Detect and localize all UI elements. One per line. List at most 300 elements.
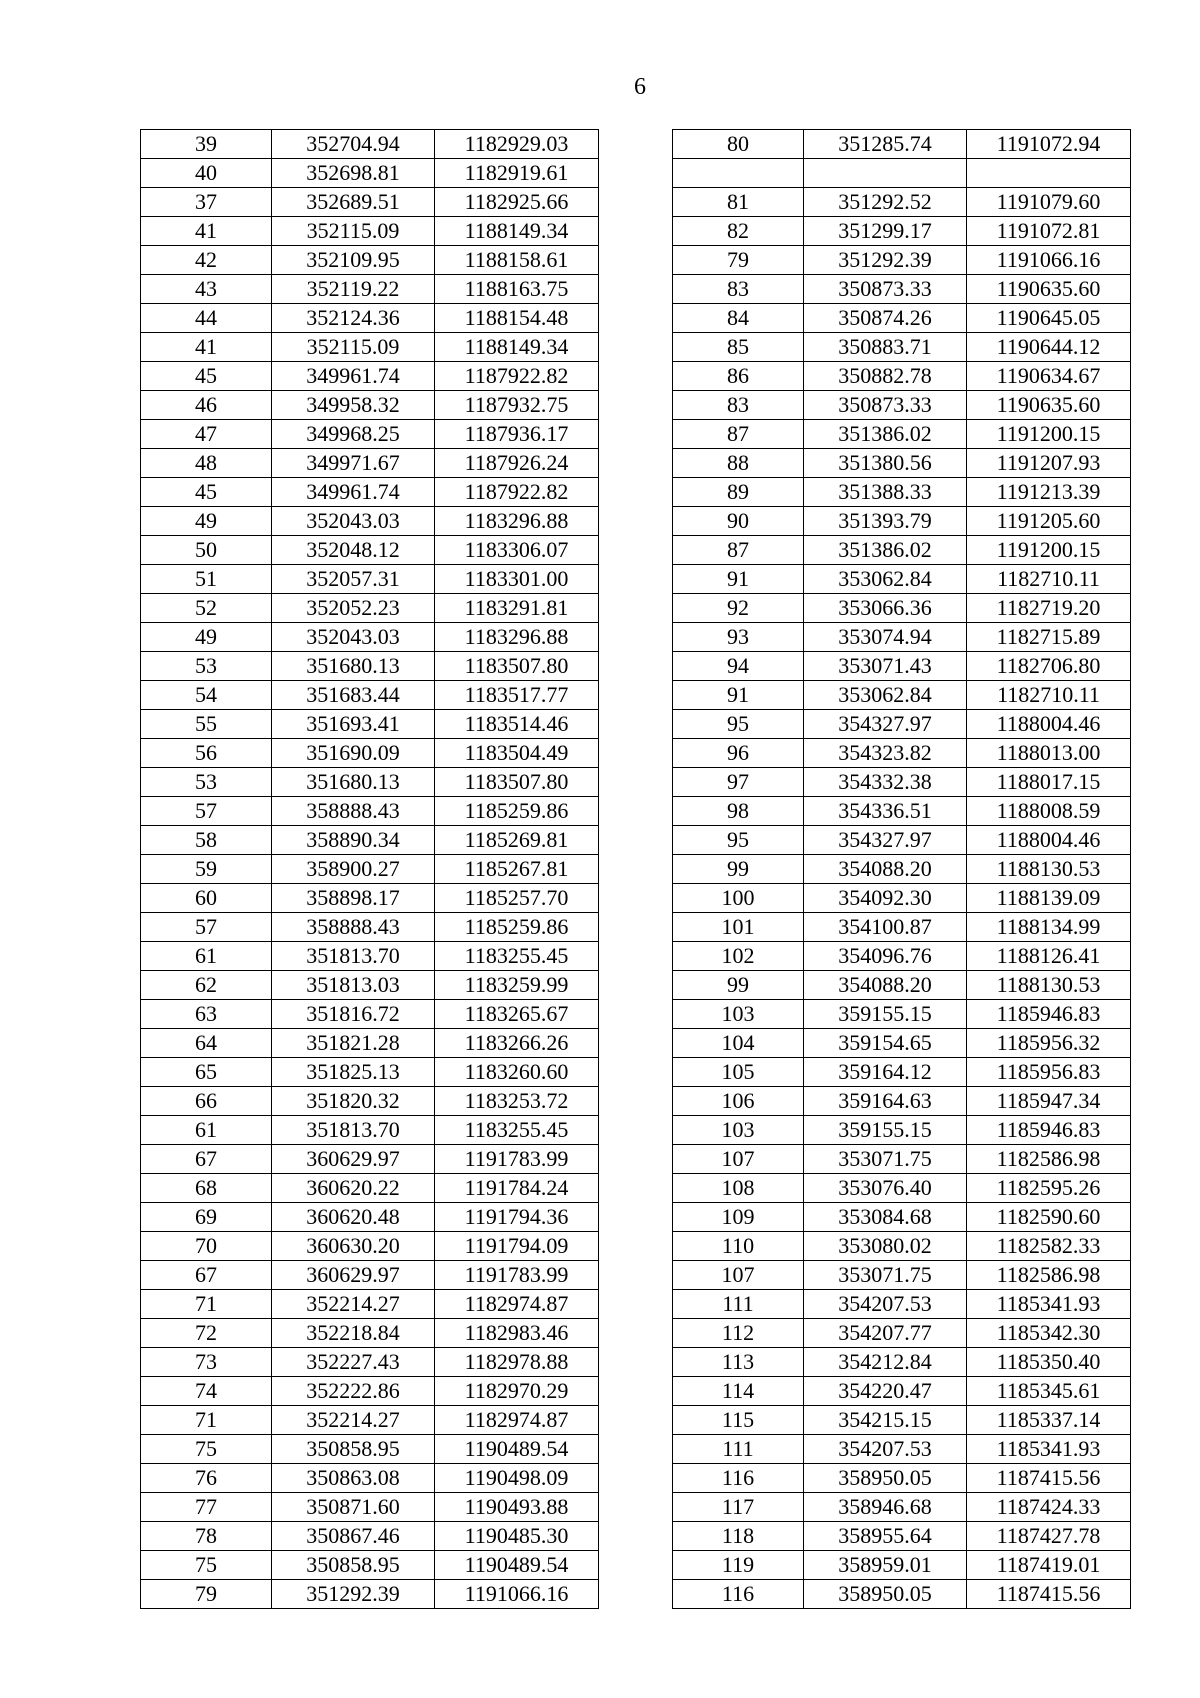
point-number-cell: 68 [141,1174,272,1203]
y-coordinate-cell: 1185341.93 [967,1435,1131,1464]
point-number-cell: 82 [673,217,804,246]
point-number-cell: 57 [141,797,272,826]
x-coordinate-cell: 351820.32 [272,1087,435,1116]
point-number-cell: 53 [141,652,272,681]
page-number: 6 [634,74,646,100]
point-number-cell: 110 [673,1232,804,1261]
point-number-cell: 55 [141,710,272,739]
table-row [673,623,1131,652]
table-row [141,1464,599,1493]
point-number-cell: 70 [141,1232,272,1261]
table-row [141,1116,599,1145]
x-coordinate-cell: 351825.13 [272,1058,435,1087]
y-coordinate-cell: 1185267.81 [435,855,599,884]
y-coordinate-cell: 1182586.98 [967,1261,1131,1290]
y-coordinate-cell: 1182595.26 [967,1174,1131,1203]
table-row [673,333,1131,362]
table-row [673,1493,1131,1522]
point-number-cell: 91 [673,681,804,710]
x-coordinate-cell: 354327.97 [804,710,967,739]
y-coordinate-cell: 1190635.60 [967,275,1131,304]
x-coordinate-cell: 353062.84 [804,565,967,594]
x-coordinate-cell: 351683.44 [272,681,435,710]
point-number-cell: 95 [673,826,804,855]
y-coordinate-cell: 1183306.07 [435,536,599,565]
table-row [673,884,1131,913]
y-coordinate-cell: 1187415.56 [967,1580,1131,1609]
y-coordinate-cell: 1187922.82 [435,478,599,507]
y-coordinate-cell: 1188158.61 [435,246,599,275]
x-coordinate-cell: 351813.03 [272,971,435,1000]
y-coordinate-cell: 1183260.60 [435,1058,599,1087]
table-row [141,304,599,333]
x-coordinate-cell: 352048.12 [272,536,435,565]
x-coordinate-cell: 350883.71 [804,333,967,362]
table-row [673,594,1131,623]
point-number-cell: 87 [673,420,804,449]
x-coordinate-cell: 354327.97 [804,826,967,855]
point-number-cell: 105 [673,1058,804,1087]
point-number-cell: 71 [141,1290,272,1319]
table-row [673,768,1131,797]
point-number-cell: 72 [141,1319,272,1348]
table-row [141,1058,599,1087]
y-coordinate-cell: 1185345.61 [967,1377,1131,1406]
y-coordinate-cell: 1182590.60 [967,1203,1131,1232]
table-row [673,739,1131,768]
x-coordinate-cell: 358955.64 [804,1522,967,1551]
x-coordinate-cell: 352043.03 [272,623,435,652]
x-coordinate-cell: 354220.47 [804,1377,967,1406]
y-coordinate-cell: 1183265.67 [435,1000,599,1029]
point-number-cell: 39 [141,130,272,159]
x-coordinate-cell: 352124.36 [272,304,435,333]
table-row [673,1522,1131,1551]
y-coordinate-cell: 1188139.09 [967,884,1131,913]
point-number-cell: 51 [141,565,272,594]
point-number-cell: 107 [673,1261,804,1290]
table-row [673,1406,1131,1435]
point-number-cell: 103 [673,1116,804,1145]
table-row [141,449,599,478]
y-coordinate-cell: 1183255.45 [435,1116,599,1145]
table-row [673,1058,1131,1087]
point-number-cell: 102 [673,942,804,971]
point-number-cell: 109 [673,1203,804,1232]
point-number-cell: 59 [141,855,272,884]
y-coordinate-cell: 1185259.86 [435,797,599,826]
x-coordinate-cell: 351693.41 [272,710,435,739]
x-coordinate-cell: 349971.67 [272,449,435,478]
point-number-cell: 96 [673,739,804,768]
x-coordinate-cell: 360620.22 [272,1174,435,1203]
y-coordinate-cell: 1185946.83 [967,1116,1131,1145]
y-coordinate-cell: 1190498.09 [435,1464,599,1493]
table-row [141,1203,599,1232]
point-number-cell: 49 [141,507,272,536]
x-coordinate-cell: 354332.38 [804,768,967,797]
x-coordinate-cell: 354336.51 [804,797,967,826]
x-coordinate-cell: 358950.05 [804,1464,967,1493]
y-coordinate-cell: 1187424.33 [967,1493,1131,1522]
x-coordinate-cell: 360629.97 [272,1261,435,1290]
y-coordinate-cell: 1191200.15 [967,536,1131,565]
y-coordinate-cell: 1190634.67 [967,362,1131,391]
x-coordinate-cell: 354207.53 [804,1435,967,1464]
x-coordinate-cell: 349961.74 [272,362,435,391]
x-coordinate-cell [804,159,967,188]
x-coordinate-cell: 351816.72 [272,1000,435,1029]
point-number-cell: 63 [141,1000,272,1029]
coordinates-table-right [672,129,1131,1609]
x-coordinate-cell: 354088.20 [804,855,967,884]
table-row [141,1319,599,1348]
point-number-cell: 57 [141,913,272,942]
point-number-cell: 116 [673,1464,804,1493]
y-coordinate-cell: 1183296.88 [435,623,599,652]
point-number-cell: 88 [673,449,804,478]
table-row [141,275,599,304]
point-number-cell: 108 [673,1174,804,1203]
y-coordinate-cell: 1183504.49 [435,739,599,768]
y-coordinate-cell: 1190635.60 [967,391,1131,420]
coordinates-table-right-body [673,130,1131,1609]
y-coordinate-cell: 1183507.80 [435,768,599,797]
point-number-cell: 58 [141,826,272,855]
x-coordinate-cell: 354207.77 [804,1319,967,1348]
x-coordinate-cell: 360630.20 [272,1232,435,1261]
point-number-cell: 114 [673,1377,804,1406]
y-coordinate-cell: 1185947.34 [967,1087,1131,1116]
x-coordinate-cell: 352222.86 [272,1377,435,1406]
y-coordinate-cell: 1188163.75 [435,275,599,304]
x-coordinate-cell: 351821.28 [272,1029,435,1058]
point-number-cell: 83 [673,391,804,420]
table-row [141,623,599,652]
y-coordinate-cell: 1185337.14 [967,1406,1131,1435]
y-coordinate-cell: 1185956.32 [967,1029,1131,1058]
table-row [141,913,599,942]
point-number-cell: 97 [673,768,804,797]
y-coordinate-cell: 1183253.72 [435,1087,599,1116]
y-coordinate-cell: 1190485.30 [435,1522,599,1551]
point-number-cell [673,159,804,188]
point-number-cell: 76 [141,1464,272,1493]
x-coordinate-cell: 354323.82 [804,739,967,768]
table-row [673,1261,1131,1290]
y-coordinate-cell: 1182983.46 [435,1319,599,1348]
table-row [673,536,1131,565]
y-coordinate-cell: 1188149.34 [435,217,599,246]
x-coordinate-cell: 351292.39 [804,246,967,275]
x-coordinate-cell: 352689.51 [272,188,435,217]
point-number-cell: 81 [673,188,804,217]
table-row [141,1000,599,1029]
table-row [673,1290,1131,1319]
y-coordinate-cell: 1191072.94 [967,130,1131,159]
table-row [141,1522,599,1551]
x-coordinate-cell: 353062.84 [804,681,967,710]
point-number-cell: 44 [141,304,272,333]
point-number-cell: 103 [673,1000,804,1029]
y-coordinate-cell: 1185257.70 [435,884,599,913]
y-coordinate-cell: 1191207.93 [967,449,1131,478]
y-coordinate-cell: 1191066.16 [967,246,1131,275]
y-coordinate-cell: 1188130.53 [967,971,1131,1000]
y-coordinate-cell: 1185350.40 [967,1348,1131,1377]
table-row [141,681,599,710]
y-coordinate-cell: 1183291.81 [435,594,599,623]
point-number-cell: 67 [141,1261,272,1290]
point-number-cell: 52 [141,594,272,623]
x-coordinate-cell: 359164.63 [804,1087,967,1116]
table-row [141,1232,599,1261]
x-coordinate-cell: 351813.70 [272,942,435,971]
y-coordinate-cell: 1187922.82 [435,362,599,391]
table-row [673,275,1131,304]
y-coordinate-cell: 1188126.41 [967,942,1131,971]
y-coordinate-cell: 1182715.89 [967,623,1131,652]
table-row [673,1377,1131,1406]
x-coordinate-cell: 354215.15 [804,1406,967,1435]
table-row [673,1580,1131,1609]
table-row [141,1406,599,1435]
y-coordinate-cell: 1183255.45 [435,942,599,971]
point-number-cell: 54 [141,681,272,710]
y-coordinate-cell: 1182919.61 [435,159,599,188]
point-number-cell: 94 [673,652,804,681]
x-coordinate-cell: 358888.43 [272,913,435,942]
table-row [141,507,599,536]
x-coordinate-cell: 352698.81 [272,159,435,188]
point-number-cell: 48 [141,449,272,478]
y-coordinate-cell: 1188130.53 [967,855,1131,884]
table-row [141,739,599,768]
x-coordinate-cell: 350882.78 [804,362,967,391]
y-coordinate-cell: 1188004.46 [967,826,1131,855]
point-number-cell: 60 [141,884,272,913]
point-number-cell: 73 [141,1348,272,1377]
point-number-cell: 112 [673,1319,804,1348]
y-coordinate-cell: 1190644.12 [967,333,1131,362]
x-coordinate-cell: 352119.22 [272,275,435,304]
y-coordinate-cell: 1182586.98 [967,1145,1131,1174]
table-row [673,652,1131,681]
y-coordinate-cell: 1183517.77 [435,681,599,710]
point-number-cell: 65 [141,1058,272,1087]
x-coordinate-cell: 351299.17 [804,217,967,246]
y-coordinate-cell: 1182978.88 [435,1348,599,1377]
table-row [673,449,1131,478]
x-coordinate-cell: 358888.43 [272,797,435,826]
point-number-cell: 43 [141,275,272,304]
y-coordinate-cell: 1182974.87 [435,1290,599,1319]
point-number-cell: 89 [673,478,804,507]
point-number-cell: 62 [141,971,272,1000]
x-coordinate-cell: 351292.52 [804,188,967,217]
y-coordinate-cell: 1188154.48 [435,304,599,333]
x-coordinate-cell: 360620.48 [272,1203,435,1232]
point-number-cell: 75 [141,1551,272,1580]
point-number-cell: 106 [673,1087,804,1116]
point-number-cell: 69 [141,1203,272,1232]
table-row [141,971,599,1000]
table-row [141,855,599,884]
point-number-cell: 61 [141,1116,272,1145]
point-number-cell: 113 [673,1348,804,1377]
point-number-cell: 85 [673,333,804,362]
table-row [141,1493,599,1522]
table-row [673,304,1131,333]
table-row [673,971,1131,1000]
x-coordinate-cell: 352052.23 [272,594,435,623]
table-row [673,246,1131,275]
x-coordinate-cell: 352043.03 [272,507,435,536]
point-number-cell: 66 [141,1087,272,1116]
x-coordinate-cell: 354092.30 [804,884,967,913]
point-number-cell: 95 [673,710,804,739]
y-coordinate-cell: 1182970.29 [435,1377,599,1406]
y-coordinate-cell: 1188017.15 [967,768,1131,797]
y-coordinate-cell: 1185342.30 [967,1319,1131,1348]
table-row [673,1551,1131,1580]
y-coordinate-cell: 1191794.36 [435,1203,599,1232]
y-coordinate-cell: 1190489.54 [435,1435,599,1464]
x-coordinate-cell: 359155.15 [804,1000,967,1029]
point-number-cell: 100 [673,884,804,913]
y-coordinate-cell [967,159,1131,188]
y-coordinate-cell: 1187427.78 [967,1522,1131,1551]
y-coordinate-cell: 1190493.88 [435,1493,599,1522]
table-row [141,1435,599,1464]
table-row [673,942,1131,971]
table-row [141,1261,599,1290]
y-coordinate-cell: 1183266.26 [435,1029,599,1058]
point-number-cell: 117 [673,1493,804,1522]
y-coordinate-cell: 1187419.01 [967,1551,1131,1580]
x-coordinate-cell: 350873.33 [804,391,967,420]
x-coordinate-cell: 358898.17 [272,884,435,913]
point-number-cell: 101 [673,913,804,942]
table-row [673,710,1131,739]
point-number-cell: 116 [673,1580,804,1609]
point-number-cell: 99 [673,971,804,1000]
point-number-cell: 53 [141,768,272,797]
table-row [141,1174,599,1203]
point-number-cell: 111 [673,1435,804,1464]
y-coordinate-cell: 1182925.66 [435,188,599,217]
x-coordinate-cell: 351680.13 [272,768,435,797]
point-number-cell: 67 [141,1145,272,1174]
x-coordinate-cell: 351690.09 [272,739,435,768]
x-coordinate-cell: 351292.39 [272,1580,435,1609]
y-coordinate-cell: 1191072.81 [967,217,1131,246]
coordinates-table-left-body [141,130,599,1609]
y-coordinate-cell: 1182929.03 [435,130,599,159]
point-number-cell: 118 [673,1522,804,1551]
table-row [141,768,599,797]
y-coordinate-cell: 1190489.54 [435,1551,599,1580]
x-coordinate-cell: 352704.94 [272,130,435,159]
x-coordinate-cell: 353071.43 [804,652,967,681]
y-coordinate-cell: 1183301.00 [435,565,599,594]
point-number-cell: 49 [141,623,272,652]
y-coordinate-cell: 1191213.39 [967,478,1131,507]
x-coordinate-cell: 354100.87 [804,913,967,942]
table-row [673,1203,1131,1232]
point-number-cell: 71 [141,1406,272,1435]
table-row [673,1029,1131,1058]
x-coordinate-cell: 358900.27 [272,855,435,884]
x-coordinate-cell: 350874.26 [804,304,967,333]
x-coordinate-cell: 360629.97 [272,1145,435,1174]
x-coordinate-cell: 351393.79 [804,507,967,536]
table-row [673,1319,1131,1348]
point-number-cell: 37 [141,188,272,217]
point-number-cell: 79 [141,1580,272,1609]
y-coordinate-cell: 1191066.16 [435,1580,599,1609]
y-coordinate-cell: 1182719.20 [967,594,1131,623]
table-row [141,333,599,362]
y-coordinate-cell: 1185341.93 [967,1290,1131,1319]
table-row [141,188,599,217]
x-coordinate-cell: 358946.68 [804,1493,967,1522]
point-number-cell: 107 [673,1145,804,1174]
x-coordinate-cell: 351388.33 [804,478,967,507]
point-number-cell: 74 [141,1377,272,1406]
table-row [673,1348,1131,1377]
point-number-cell: 41 [141,217,272,246]
y-coordinate-cell: 1183259.99 [435,971,599,1000]
point-number-cell: 50 [141,536,272,565]
y-coordinate-cell: 1183514.46 [435,710,599,739]
x-coordinate-cell: 352227.43 [272,1348,435,1377]
point-number-cell: 46 [141,391,272,420]
point-number-cell: 61 [141,942,272,971]
y-coordinate-cell: 1185956.83 [967,1058,1131,1087]
x-coordinate-cell: 350858.95 [272,1551,435,1580]
y-coordinate-cell: 1182582.33 [967,1232,1131,1261]
point-number-cell: 91 [673,565,804,594]
point-number-cell: 84 [673,304,804,333]
x-coordinate-cell: 351380.56 [804,449,967,478]
table-row [141,884,599,913]
y-coordinate-cell: 1185946.83 [967,1000,1131,1029]
x-coordinate-cell: 351386.02 [804,536,967,565]
y-coordinate-cell: 1191200.15 [967,420,1131,449]
x-coordinate-cell: 352214.27 [272,1290,435,1319]
x-coordinate-cell: 352115.09 [272,333,435,362]
y-coordinate-cell: 1188149.34 [435,333,599,362]
y-coordinate-cell: 1191079.60 [967,188,1131,217]
y-coordinate-cell: 1187936.17 [435,420,599,449]
x-coordinate-cell: 350867.46 [272,1522,435,1551]
x-coordinate-cell: 354212.84 [804,1348,967,1377]
y-coordinate-cell: 1191784.24 [435,1174,599,1203]
point-number-cell: 64 [141,1029,272,1058]
table-row [673,565,1131,594]
point-number-cell: 98 [673,797,804,826]
y-coordinate-cell: 1191205.60 [967,507,1131,536]
table-row [141,130,599,159]
table-row [673,1116,1131,1145]
point-number-cell: 119 [673,1551,804,1580]
table-row [141,478,599,507]
point-number-cell: 40 [141,159,272,188]
point-number-cell: 80 [673,130,804,159]
x-coordinate-cell: 351680.13 [272,652,435,681]
table-row [141,246,599,275]
